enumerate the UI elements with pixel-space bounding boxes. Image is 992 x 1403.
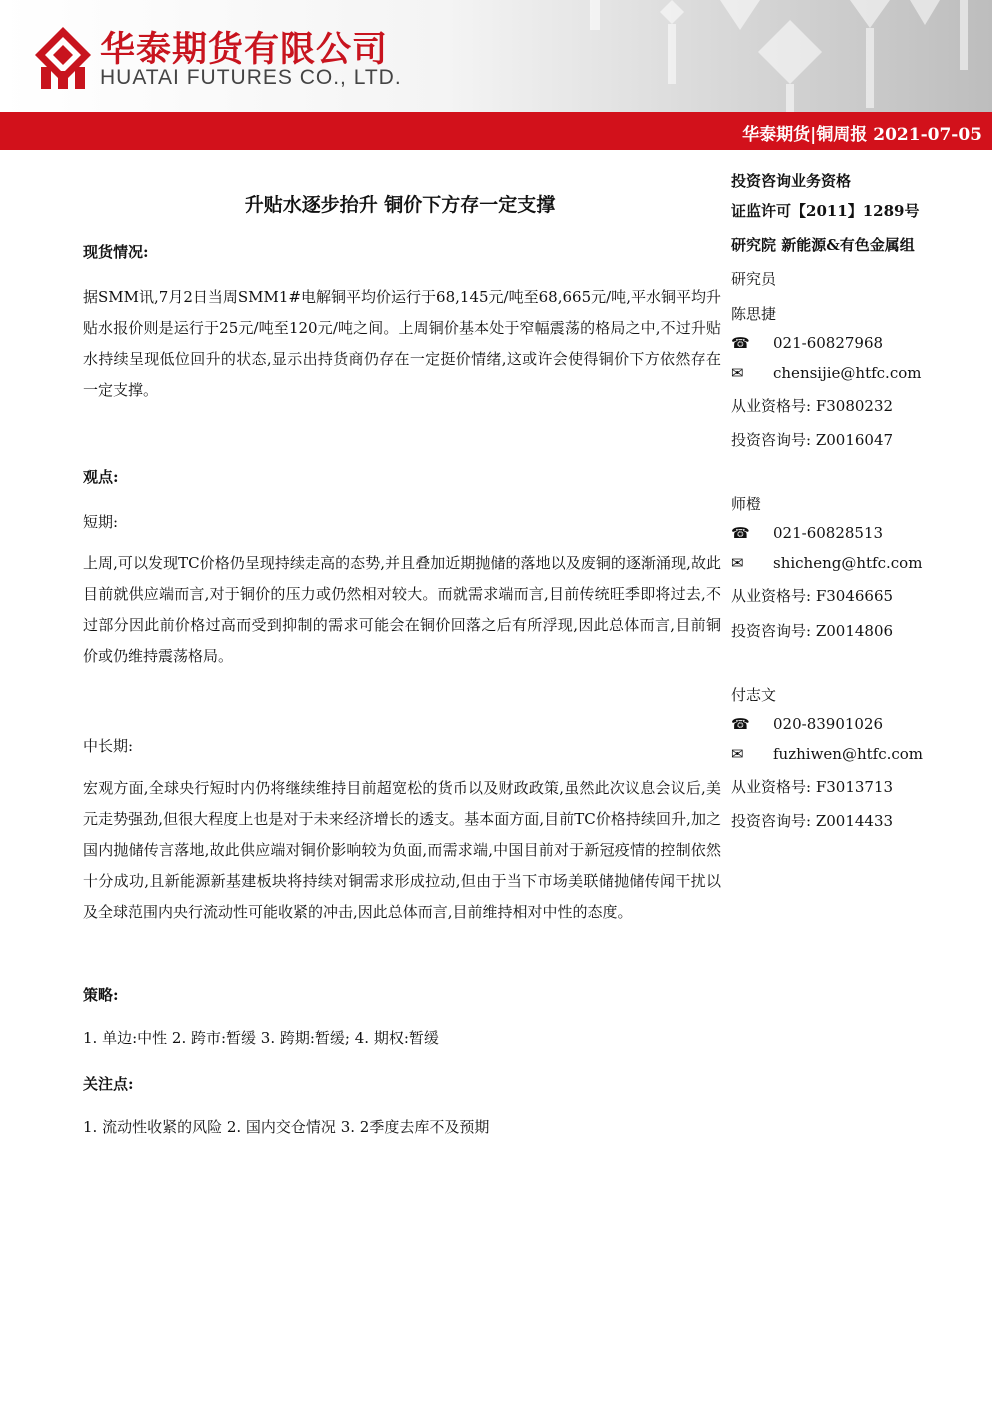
analyst-advisor-number: 投资咨询号: Z0014806: [731, 622, 894, 640]
short-term-paragraph: 上周,可以发现TC价格仍呈现持续走高的态势,并且叠加近期抛储的落地以及废铜的逐渐涌现,故此目前就供应端而言,对于铜价的压力或仍然相对较大。而就需求端而言,目前传统旺季即将过去,不过部分因此前价格过高而受到抑制的需求可能会在铜价回落之后有所浮现,因此总体而言,目前铜价或仍维持震荡格局。: [83, 554, 721, 665]
report-header: [0, 0, 992, 112]
report-tag: 华泰期货|铜周报 2021-07-05: [742, 125, 982, 145]
analyst-role: 研究员: [731, 270, 777, 288]
analyst-advisor-number: 投资咨询号: Z0014433: [731, 812, 894, 830]
envelope-icon: ✉: [731, 554, 744, 572]
spot-heading: 现货情况:: [83, 243, 149, 261]
focus-text: 1. 流动性收紧的风险 2. 国内交仓情况 3. 2季度去库不及预期: [83, 1118, 490, 1136]
analyst-phone: 021-60828513: [773, 524, 884, 542]
long-term-paragraph: 宏观方面,全球央行短时内仍将继续维持目前超宽松的货币以及财政政策,虽然此次议息会议后,美元走势强劲,但很大程度上也是对于未来经济增长的透支。基本面方面,目前TC价格持续回升,加之国内抛储传言落地,故此供应端对铜价影响较为负面,而需求端,中国目前对于新冠疫情的控制依然十分成功,且新能源新基建板块将持续对铜需求形成拉动,但由于当下市场美联储抛储传闻干扰以及全球范围内央行流动性可能收紧的冲击,因此总体而言,目前维持相对中性的态度。: [83, 779, 721, 921]
analyst-phone: 021-60827968: [773, 334, 884, 352]
analyst-cert: 从业资格号: F3046665: [731, 587, 894, 605]
license-number: 证监许可【2011】1289号: [731, 202, 920, 220]
decorative-pattern: [560, 0, 992, 112]
report-title: 升贴水逐步抬升 铜价下方存一定支撑: [244, 194, 556, 216]
analyst-email[interactable]: chensijie@htfc.com: [773, 364, 922, 382]
company-name-cn: 华泰期货有限公司: [100, 30, 389, 70]
envelope-icon: ✉: [731, 364, 744, 382]
analyst-email[interactable]: fuzhiwen@htfc.com: [773, 745, 924, 763]
strategy-heading: 策略:: [83, 986, 119, 1004]
strategy-text: 1. 单边:中性 2. 跨市:暂缓 3. 跨期:暂缓; 4. 期权:暂缓: [83, 1029, 439, 1047]
telephone-icon: ☎: [731, 715, 750, 733]
analyst-email[interactable]: shicheng@htfc.com: [773, 554, 923, 572]
telephone-icon: ☎: [731, 524, 750, 542]
company-name-en: HUATAI FUTURES CO., LTD.: [100, 66, 402, 89]
analyst-name: 师橙: [731, 495, 762, 513]
long-term-label: 中长期:: [83, 737, 134, 755]
analyst-name: 付志文: [731, 686, 777, 704]
company-logo-icon: [35, 27, 91, 89]
telephone-icon: ☎: [731, 334, 750, 352]
analyst-cert: 从业资格号: F3013713: [731, 778, 894, 796]
short-term-label: 短期:: [83, 513, 119, 531]
analyst-name: 陈思捷: [731, 305, 777, 323]
spot-paragraph: 据SMM讯,7月2日当周SMM1#电解铜平均价运行于68,145元/吨至68,665元/吨,平水铜平均升贴水报价则是运行于25元/吨至120元/吨之间。上周铜价基本处于窄幅震荡的格局之中,不过升贴水持续呈现低位回升的状态,显示出持货商仍存在一定挺价情绪,这或许会使得铜价下方依然存在一定支撑。: [83, 288, 721, 399]
institute-name: 研究院 新能源&有色金属组: [731, 236, 915, 254]
analyst-phone: 020-83901026: [773, 715, 884, 733]
view-heading: 观点:: [83, 468, 119, 486]
envelope-icon: ✉: [731, 745, 744, 763]
analyst-cert: 从业资格号: F3080232: [731, 397, 894, 415]
qualification-title: 投资咨询业务资格: [731, 172, 852, 190]
analyst-advisor-number: 投资咨询号: Z0016047: [731, 431, 894, 449]
focus-heading: 关注点:: [83, 1075, 134, 1093]
